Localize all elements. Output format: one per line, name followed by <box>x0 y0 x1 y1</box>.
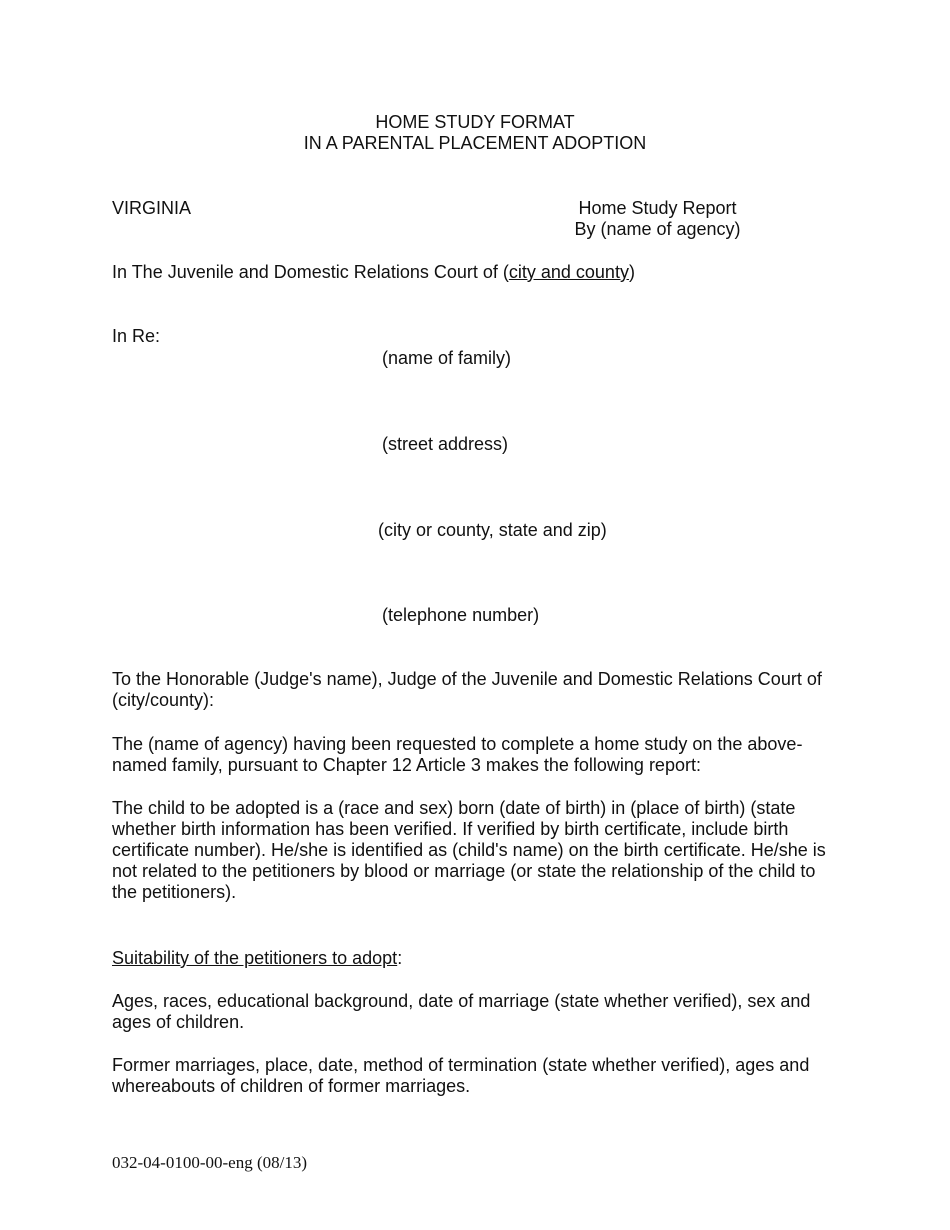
in-re-label: In Re: <box>112 326 161 346</box>
report-agency: By (name of agency) <box>574 219 741 239</box>
court-prefix: In The Juvenile and Domestic Relations Court of ( <box>112 262 509 282</box>
child-description-paragraph: The child to be adopted is a (race and sex) born (date of birth) in (place of birth) (state whether birth information has been verified. If verified by birth certificate, include birth certificate number). He/she is identified as (child's name) on the birth certificate. He/she is not related to the petitioners by blood or marriage (or state the relationship of the child to the petitioners). <box>112 798 826 902</box>
report-title: Home Study Report <box>578 198 737 218</box>
suitability-heading <box>112 948 402 969</box>
family-name-field: (name of family) <box>382 348 512 368</box>
telephone-field: (telephone number) <box>382 605 540 625</box>
agency-request-paragraph: The (name of agency) having been requested to complete a home study on the above-named family, pursuant to Chapter 12 Article 3 makes the following report: <box>112 734 803 775</box>
title-line-2: IN A PARENTAL PLACEMENT ADOPTION <box>303 133 647 153</box>
address-to-judge-paragraph: To the Honorable (Judge's name), Judge of the Juvenile and Domestic Relations Court of (city/county): <box>112 669 822 710</box>
former-marriages-paragraph: Former marriages, place, date, method of termination (state whether verified), ages and whereabouts of children of former marriages. <box>112 1055 810 1096</box>
court-suffix: ) <box>628 262 635 282</box>
document-title <box>0 112 950 154</box>
state-label: VIRGINIA <box>112 198 192 218</box>
street-address-field: (street address) <box>382 434 509 454</box>
form-number-footer: 032-04-0100-00-eng (08/13) <box>112 1153 307 1172</box>
ages-paragraph: Ages, races, educational background, date of marriage (state whether verified), sex and ages of children. <box>112 991 811 1032</box>
city-state-zip-field: (city or county, state and zip) <box>378 520 607 540</box>
court-line <box>112 262 635 283</box>
title-line-1: HOME STUDY FORMAT <box>375 112 575 132</box>
report-heading <box>540 198 775 240</box>
court-location: city and county <box>508 262 629 282</box>
suitability-heading-colon: : <box>397 948 403 968</box>
suitability-heading-text: Suitability of the petitioners to adopt <box>112 948 398 968</box>
